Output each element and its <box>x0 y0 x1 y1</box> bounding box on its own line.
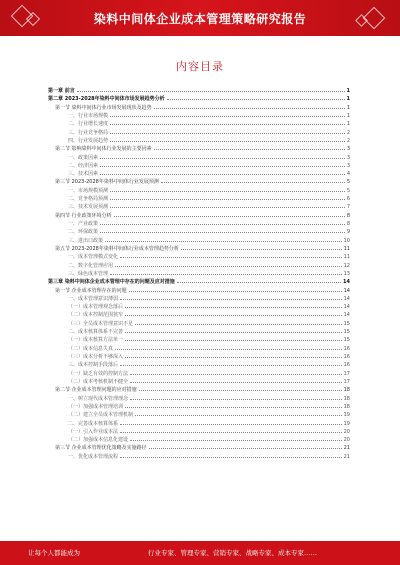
toc-entry-title: 第二章 2023-2028年染料中间体市场发展趋势分析 <box>48 96 165 103</box>
toc-entry-title: 一、优化成本管理流程 <box>68 453 119 460</box>
toc-page-number: 14 <box>343 295 350 302</box>
toc-leader-dots <box>139 385 342 391</box>
toc-entry-title: 二、经济因素 <box>68 162 99 169</box>
toc-entry[interactable] <box>48 211 350 219</box>
toc-page-number: 16 <box>343 345 350 352</box>
footer-slogan: 让每个人都能成为 <box>28 549 80 557</box>
toc-leader-dots <box>120 252 342 258</box>
toc-entry-title: 第二节 影响染料中间体行业发展的主要因素 <box>55 146 152 153</box>
toc-leader-dots <box>114 211 345 217</box>
toc-entry[interactable] <box>48 194 350 202</box>
toc-leader-dots <box>154 144 345 150</box>
toc-entry-title: 二、成本核算体系不完善 <box>68 329 124 336</box>
toc-leader-dots <box>110 194 345 200</box>
toc-entry[interactable] <box>48 344 350 352</box>
toc-leader-dots <box>77 86 345 92</box>
toc-entry[interactable] <box>48 294 350 302</box>
toc-page-number: 1 <box>346 88 350 94</box>
toc-leader-dots <box>120 294 342 300</box>
toc-entry-title: 一、市场规模预测 <box>68 187 109 194</box>
toc-entry[interactable] <box>48 310 350 318</box>
toc-page-number: 19 <box>343 420 350 427</box>
toc-entry[interactable] <box>48 144 350 152</box>
toc-entry-title: 第二节 企业成本管理问题的应对措施 <box>55 387 137 394</box>
toc-leader-dots <box>100 169 345 175</box>
toc-entry-title: 第三节 企业成本管理优化策略及实施路径 <box>55 445 147 452</box>
toc-entry[interactable] <box>48 94 350 102</box>
toc-entry-title: 二、完善成本核算体系 <box>68 420 119 427</box>
toc-leader-dots <box>110 136 345 142</box>
toc-entry-title: 第三节 2023-2028年染料中间体行业发展预测 <box>55 179 159 186</box>
toc-entry[interactable] <box>48 153 350 161</box>
toc-leader-dots <box>110 119 345 125</box>
toc-leader-dots <box>135 410 342 416</box>
table-of-contents <box>48 86 350 460</box>
toc-entry[interactable] <box>48 302 350 310</box>
toc-page-number: 1 <box>346 112 350 119</box>
toc-page-number: 5 <box>346 179 350 186</box>
toc-page-number: 20 <box>343 428 350 435</box>
toc-entry-title: 四、行业发展趋势 <box>68 137 109 144</box>
toc-leader-dots <box>105 236 342 242</box>
toc-entry-title: 三、进出口政策 <box>68 237 104 244</box>
toc-leader-dots <box>130 435 342 441</box>
toc-entry-title: 二、数字化管理应用 <box>68 262 114 269</box>
footer-tagline: 行业专家、管理专家、营销专家、战略专家、成本专家…… <box>148 549 317 557</box>
toc-leader-dots <box>125 352 342 358</box>
toc-entry[interactable] <box>48 352 350 360</box>
toc-leader-dots <box>125 310 342 316</box>
toc-page-number: 7 <box>346 204 350 211</box>
toc-entry[interactable] <box>48 261 350 269</box>
toc-leader-dots <box>120 427 342 433</box>
toc-entry-title: （一）成本核算方法单一 <box>68 337 124 344</box>
toc-leader-dots <box>125 302 342 308</box>
toc-entry[interactable] <box>48 452 350 460</box>
toc-leader-dots <box>100 153 345 159</box>
toc-entry[interactable] <box>48 410 350 418</box>
toc-entry[interactable] <box>48 435 350 443</box>
toc-leader-dots <box>100 219 345 225</box>
toc-entry-title: （三）全员成本管理意识不足 <box>68 320 134 327</box>
toc-leader-dots <box>110 202 345 208</box>
toc-page-number: 11 <box>343 254 350 261</box>
toc-entry[interactable] <box>48 219 350 227</box>
toc-entry[interactable] <box>48 377 350 385</box>
toc-leader-dots <box>110 128 345 134</box>
toc-page-number: 2 <box>346 137 350 144</box>
toc-entry-title: （一）成本管理观念落后 <box>68 304 124 311</box>
toc-entry[interactable] <box>48 236 350 244</box>
toc-entry[interactable] <box>48 335 350 343</box>
toc-page-number: 20 <box>343 437 350 444</box>
toc-entry-title: （二）成本考核机制不健全 <box>68 378 129 385</box>
toc-page-number: 16 <box>343 362 350 369</box>
toc-entry-title: 一、行业市场规模 <box>68 112 109 119</box>
toc-entry-title: 三、成本控制手段落后 <box>68 362 119 369</box>
toc-entry[interactable] <box>48 419 350 427</box>
toc-leader-dots <box>154 103 345 109</box>
toc-entry-title: 第四节 行业政策环境分析 <box>55 212 112 219</box>
toc-entry-title: 第三章 染料中间体企业成本管理中存在的问题及应对措施 <box>48 279 175 286</box>
footer-banner <box>0 541 400 565</box>
toc-entry[interactable] <box>48 252 350 260</box>
toc-page-number: 13 <box>343 270 350 277</box>
toc-entry[interactable] <box>48 244 350 252</box>
toc-page-number: 3 <box>346 154 350 161</box>
toc-entry-title: 一、政策因素 <box>68 154 99 161</box>
toc-entry[interactable] <box>48 319 350 327</box>
toc-entry[interactable] <box>48 269 350 277</box>
toc-leader-dots <box>129 286 342 292</box>
toc-entry[interactable] <box>48 277 350 285</box>
toc-entry[interactable] <box>48 186 350 194</box>
toc-leader-dots <box>125 402 342 408</box>
toc-page-number: 15 <box>343 329 350 336</box>
toc-entry-title: 三、绿色成本管理 <box>68 270 109 277</box>
toc-entry[interactable] <box>48 394 350 402</box>
toc-entry[interactable] <box>48 111 350 119</box>
toc-entry-title: （三）成本分析不够深入 <box>68 354 124 360</box>
toc-entry-title: （一）引入作业成本法 <box>68 428 119 435</box>
toc-leader-dots <box>125 327 342 333</box>
toc-leader-dots <box>167 94 345 100</box>
toc-entry-title: 第一节 企业成本管理存在的问题 <box>55 287 127 294</box>
toc-page-number: 14 <box>343 304 350 311</box>
toc-page-number: 11 <box>343 245 350 252</box>
toc-entry-title: 二、行业增长速度 <box>68 121 109 128</box>
toc-entry[interactable] <box>48 360 350 368</box>
toc-entry-title: 一、成本管理模式变化 <box>68 254 119 261</box>
report-title: 染料中间体企业成本管理策略研究报告 <box>93 12 307 26</box>
toc-entry-title: 三、技术发展预测 <box>68 204 109 211</box>
toc-page-number: 18 <box>343 395 350 402</box>
toc-heading: 内容目录 <box>176 60 224 73</box>
toc-page-number: 14 <box>343 279 350 286</box>
toc-entry-title: 三、行业竞争格局 <box>68 129 109 136</box>
toc-entry[interactable] <box>48 369 350 377</box>
toc-entry[interactable] <box>48 161 350 169</box>
toc-page-number: 3 <box>346 146 350 153</box>
toc-leader-dots <box>110 269 342 275</box>
toc-entry[interactable] <box>48 86 350 94</box>
toc-page-number: 1 <box>346 121 350 128</box>
toc-page-number: 15 <box>343 320 350 327</box>
toc-entry[interactable] <box>48 227 350 235</box>
toc-entry[interactable] <box>48 327 350 335</box>
toc-entry-title: （二）成本控制范围狭窄 <box>68 312 124 319</box>
toc-page-number: 2 <box>346 129 350 136</box>
toc-entry-title: （一）加强成本管理培训 <box>68 403 124 410</box>
toc-entry-title: （二）加强成本信息化建设 <box>68 437 129 444</box>
toc-entry-title: （二）成本信息失真 <box>68 345 114 352</box>
toc-entry[interactable] <box>48 385 350 393</box>
toc-entry-title: 一、成本管理意识薄弱 <box>68 295 119 302</box>
toc-entry-title: （二）建立全员成本管理机制 <box>68 412 134 419</box>
toc-leader-dots <box>120 452 342 458</box>
toc-entry[interactable] <box>48 202 350 210</box>
toc-entry[interactable] <box>48 136 350 144</box>
toc-page-number: 1 <box>346 104 350 111</box>
toc-entry[interactable] <box>48 402 350 410</box>
toc-entry[interactable] <box>48 427 350 435</box>
toc-page-number: 14 <box>343 287 350 294</box>
toc-leader-dots <box>110 111 345 117</box>
toc-entry[interactable] <box>48 177 350 185</box>
toc-page-number: 18 <box>343 403 350 410</box>
toc-entry-title: 二、竞争格局预测 <box>68 196 109 203</box>
toc-leader-dots <box>100 227 345 233</box>
toc-page-number: 19 <box>343 412 350 419</box>
toc-page-number: 9 <box>346 229 350 236</box>
toc-leader-dots <box>130 369 342 375</box>
toc-entry[interactable] <box>48 128 350 136</box>
toc-leader-dots <box>149 443 342 449</box>
toc-entry-title: （一）缺乏有效的控制方法 <box>68 370 129 377</box>
toc-entry-title: 三、技术因素 <box>68 171 99 178</box>
toc-page-number: 18 <box>343 387 350 394</box>
toc-page-number: 17 <box>343 378 350 385</box>
toc-page-number: 21 <box>343 453 350 460</box>
toc-entry[interactable] <box>48 286 350 294</box>
toc-leader-dots <box>120 360 342 366</box>
toc-page-number: 21 <box>343 445 350 452</box>
toc-page-number: 8 <box>346 212 350 219</box>
toc-leader-dots <box>181 244 342 250</box>
report-header <box>0 0 400 36</box>
toc-page-number: 12 <box>343 262 350 269</box>
toc-leader-dots <box>110 186 345 192</box>
toc-entry-title: 二、环保政策 <box>68 229 99 236</box>
toc-entry[interactable] <box>48 103 350 111</box>
toc-page-number: 5 <box>346 187 350 194</box>
toc-page-number: 8 <box>346 221 350 227</box>
toc-page-number: 14 <box>343 312 350 319</box>
toc-leader-dots <box>115 261 342 267</box>
toc-entry-title: 一、产业政策 <box>68 221 99 227</box>
toc-entry-title: 第一节 染料中间体行业市场发展现状及趋势 <box>55 104 152 111</box>
toc-page-number: 17 <box>343 370 350 377</box>
toc-leader-dots <box>177 277 341 283</box>
toc-page-number: 4 <box>346 171 350 178</box>
toc-entry-title: 第一章 前言 <box>48 88 75 94</box>
toc-page-number: 10 <box>343 237 350 244</box>
toc-entry[interactable] <box>48 169 350 177</box>
toc-page-number: 3 <box>346 162 350 169</box>
toc-leader-dots <box>161 177 345 183</box>
toc-leader-dots <box>135 319 342 325</box>
toc-leader-dots <box>125 335 342 341</box>
toc-entry-title: 第五节 2023-2028年染料中间体行业成本管理趋势分析 <box>55 245 179 252</box>
toc-leader-dots <box>130 377 342 383</box>
toc-leader-dots <box>120 419 342 425</box>
toc-page-number: 15 <box>343 337 350 344</box>
toc-entry-title: 一、树立现代成本管理理念 <box>68 395 129 402</box>
toc-page-number: 6 <box>346 196 350 203</box>
toc-page-number: 16 <box>343 354 350 360</box>
toc-leader-dots <box>100 161 345 167</box>
toc-leader-dots <box>130 394 342 400</box>
toc-entry[interactable] <box>48 119 350 127</box>
toc-page-number: 1 <box>346 96 350 103</box>
toc-entry[interactable] <box>48 443 350 451</box>
toc-leader-dots <box>115 344 342 350</box>
